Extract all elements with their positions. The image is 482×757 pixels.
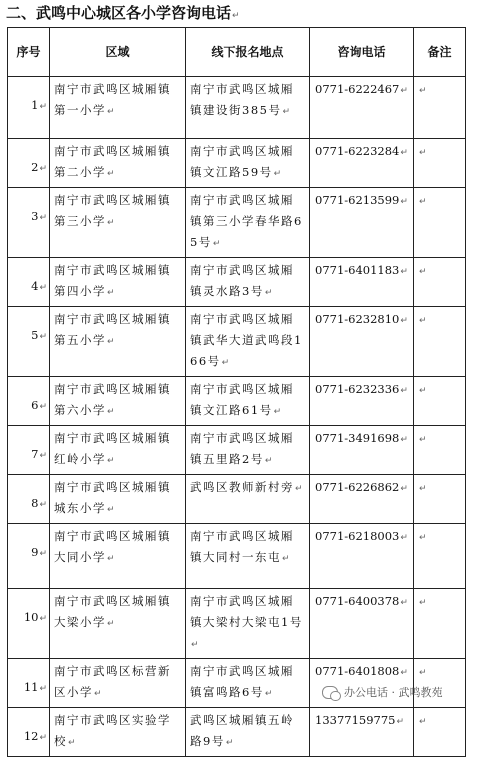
paragraph-mark: ↵ (273, 407, 283, 417)
row-location-text: 南宁市武鸣区城厢镇文江路61号 (190, 382, 294, 417)
row-area (50, 139, 186, 188)
row-area (50, 589, 186, 659)
row-phone-text: 0771-3491698 (315, 431, 400, 445)
row-area (50, 426, 186, 475)
row-num (8, 659, 50, 708)
row-num-text: 1 (31, 98, 39, 112)
row-num (8, 377, 50, 426)
row-num (8, 188, 50, 258)
paragraph-mark: ↵ (400, 267, 408, 277)
row-phone (310, 307, 414, 377)
row-area (50, 708, 186, 757)
paragraph-mark: ↵ (39, 402, 47, 412)
paragraph-mark: ↵ (107, 456, 117, 466)
row-num-text: 7 (31, 447, 39, 461)
row-area-text: 南宁市武鸣区城厢镇大梁小学 (54, 594, 171, 629)
row-phone (310, 708, 414, 757)
row-phone (310, 258, 414, 307)
paragraph-mark: ↵ (419, 717, 429, 727)
row-location (186, 426, 310, 475)
paragraph-mark: ↵ (39, 614, 47, 624)
table-row (8, 139, 466, 188)
header-phone: 咨询电话 (310, 28, 414, 77)
row-area (50, 307, 186, 377)
watermark-text: 办公电话 · 武鸣教苑 (344, 686, 443, 699)
paragraph-mark: ↵ (107, 407, 117, 417)
row-phone-text: 0771-6401808 (315, 664, 400, 678)
row-phone (310, 524, 414, 589)
row-location-text: 武鸣区城厢镇五岭路9号 (190, 713, 294, 748)
header-num: 序号 (8, 28, 50, 77)
paragraph-mark: ↵ (107, 337, 117, 347)
row-area-text: 南宁市武鸣区城厢镇第三小学 (54, 193, 171, 228)
row-note (414, 307, 466, 377)
row-note (414, 139, 466, 188)
table-row (8, 475, 466, 524)
paragraph-mark: ↵ (221, 358, 231, 368)
row-location (186, 475, 310, 524)
paragraph-mark: ↵ (282, 107, 292, 117)
paragraph-mark: ↵ (264, 456, 274, 466)
row-num (8, 307, 50, 377)
row-area-text: 南宁市武鸣区城厢镇第一小学 (54, 82, 171, 117)
paragraph-mark: ↵ (264, 689, 274, 699)
table-header-row (8, 28, 466, 77)
row-location-text: 南宁市武鸣区城厢镇灵水路3号 (190, 263, 294, 298)
row-location (186, 589, 310, 659)
row-location (186, 708, 310, 757)
paragraph-mark: ↵ (400, 435, 408, 445)
paragraph-mark: ↵ (94, 689, 104, 699)
row-area-text: 南宁市武鸣区城厢镇第二小学 (54, 144, 171, 179)
row-num-text: 11 (23, 680, 39, 694)
paragraph-mark: ↵ (419, 598, 429, 608)
row-phone-text: 0771-6400378 (315, 594, 400, 608)
paragraph-mark: ↵ (400, 533, 408, 543)
row-phone (310, 589, 414, 659)
row-location (186, 307, 310, 377)
row-num-text: 2 (31, 160, 39, 174)
paragraph-mark: ↵ (39, 549, 47, 559)
row-num (8, 258, 50, 307)
paragraph-mark: ↵ (419, 668, 429, 678)
row-phone-text: 13377159775 (315, 713, 396, 727)
row-location-text: 南宁市武鸣区城厢镇文江路59号 (190, 144, 294, 179)
row-num-text: 6 (31, 398, 39, 412)
paragraph-mark: ↵ (295, 484, 305, 494)
row-location-text: 南宁市武鸣区城厢镇大梁村大梁屯1号 (190, 594, 303, 629)
paragraph-mark: ↵ (39, 102, 47, 112)
row-note (414, 589, 466, 659)
school-contact-table (7, 27, 466, 757)
row-num (8, 708, 50, 757)
row-area-text: 南宁市武鸣区城厢镇第四小学 (54, 263, 171, 298)
row-location-text: 南宁市武鸣区城厢镇建设街385号 (190, 82, 294, 117)
paragraph-mark: ↵ (400, 197, 408, 207)
row-area (50, 188, 186, 258)
row-location-text: 南宁市武鸣区城厢镇五里路2号 (190, 431, 294, 466)
paragraph-mark: ↵ (68, 738, 78, 748)
row-phone-text: 0771-6232336 (315, 382, 400, 396)
title-text: 二、武鸣中心城区各小学咨询电话 (6, 4, 232, 22)
table-row (8, 524, 466, 589)
wechat-icon (322, 686, 338, 699)
paragraph-mark: ↵ (400, 386, 408, 396)
table-row (8, 426, 466, 475)
row-location (186, 139, 310, 188)
paragraph-mark: ↵ (396, 717, 405, 727)
row-note (414, 77, 466, 139)
paragraph-mark: ↵ (225, 738, 235, 748)
paragraph-mark: ↵ (107, 107, 117, 117)
row-note (414, 708, 466, 757)
paragraph-mark: ↵ (39, 164, 47, 174)
paragraph-mark: ↵ (39, 500, 47, 510)
row-location (186, 524, 310, 589)
paragraph-mark: ↵ (400, 484, 408, 494)
paragraph-mark: ↵ (419, 533, 429, 543)
header-location: 线下报名地点 (186, 28, 310, 77)
row-num (8, 524, 50, 589)
row-num-text: 8 (31, 496, 39, 510)
row-phone-text: 0771-6401183 (315, 263, 400, 277)
watermark (322, 684, 443, 700)
row-area (50, 77, 186, 139)
row-num-text: 9 (31, 545, 39, 559)
row-num-text: 4 (31, 279, 39, 293)
row-phone-text: 0771-6226862 (315, 480, 400, 494)
paragraph-mark: ↵ (419, 86, 429, 96)
paragraph-mark: ↵ (419, 316, 429, 326)
row-location-text: 南宁市武鸣区城厢镇武华大道武鸣段166号 (190, 312, 303, 368)
paragraph-mark: ↵ (39, 283, 47, 293)
paragraph-mark: ↵ (212, 239, 222, 249)
paragraph-mark: ↵ (419, 435, 429, 445)
row-phone-text: 0771-6218003 (315, 529, 400, 543)
row-area (50, 258, 186, 307)
paragraph-mark: ↵ (107, 505, 117, 515)
paragraph-mark: ↵ (107, 554, 117, 564)
row-num-text: 12 (23, 729, 39, 743)
paragraph-mark: ↵ (39, 213, 47, 223)
header-note: 备注 (414, 28, 466, 77)
row-location-text: 武鸣区教师新村旁 (190, 480, 294, 494)
row-location (186, 258, 310, 307)
row-area (50, 475, 186, 524)
paragraph-mark: ↵ (400, 86, 408, 96)
row-phone (310, 377, 414, 426)
row-area-text: 南宁市武鸣区城厢镇红岭小学 (54, 431, 171, 466)
row-location (186, 188, 310, 258)
paragraph-mark: ↵ (107, 218, 117, 228)
row-phone (310, 475, 414, 524)
paragraph-mark: ↵ (282, 554, 292, 564)
paragraph-mark: ↵ (419, 197, 429, 207)
paragraph-mark: ↵ (273, 169, 283, 179)
table-row (8, 307, 466, 377)
row-phone (310, 139, 414, 188)
row-note (414, 426, 466, 475)
paragraph-mark: ↵ (400, 668, 408, 678)
row-note (414, 524, 466, 589)
row-area-text: 南宁市武鸣区城厢镇第六小学 (54, 382, 171, 417)
header-area: 区域 (50, 28, 186, 77)
table-row (8, 659, 466, 708)
paragraph-mark: ↵ (191, 640, 201, 650)
paragraph-mark: ↵ (264, 288, 274, 298)
paragraph-mark: ↵ (39, 451, 47, 461)
paragraph-mark: ↵ (107, 169, 117, 179)
row-num (8, 426, 50, 475)
row-num (8, 589, 50, 659)
row-area (50, 377, 186, 426)
row-location-text: 南宁市武鸣区城厢镇第三小学春华路65号 (190, 193, 303, 249)
row-num (8, 139, 50, 188)
row-phone (310, 426, 414, 475)
row-num-text: 10 (23, 610, 39, 624)
row-num (8, 77, 50, 139)
paragraph-mark: ↵ (400, 598, 408, 608)
row-area-text: 南宁市武鸣区实验学校 (54, 713, 171, 748)
row-num-text: 5 (31, 328, 39, 342)
paragraph-mark: ↵ (419, 484, 429, 494)
row-note (414, 188, 466, 258)
table-row (8, 708, 466, 757)
table-row (8, 188, 466, 258)
paragraph-mark: ↵ (39, 332, 47, 342)
row-phone (310, 188, 414, 258)
paragraph-mark: ↵ (232, 11, 240, 21)
row-location-text: 南宁市武鸣区城厢镇大同村一东屯 (190, 529, 294, 564)
row-phone (310, 659, 414, 708)
paragraph-mark: ↵ (400, 316, 408, 326)
row-area-text: 南宁市武鸣区标营新区小学 (54, 664, 171, 699)
row-location-text: 南宁市武鸣区城厢镇富鸣路6号 (190, 664, 294, 699)
row-location (186, 659, 310, 708)
row-phone-text: 0771-6213599 (315, 193, 400, 207)
row-location (186, 377, 310, 426)
table-body (8, 77, 466, 757)
row-note (414, 258, 466, 307)
row-num-text: 3 (31, 209, 39, 223)
row-area-text: 南宁市武鸣区城厢镇城东小学 (54, 480, 171, 515)
paragraph-mark: ↵ (400, 148, 408, 158)
row-note (414, 475, 466, 524)
paragraph-mark: ↵ (419, 267, 429, 277)
row-area (50, 659, 186, 708)
table-row (8, 258, 466, 307)
row-area-text: 南宁市武鸣区城厢镇大同小学 (54, 529, 171, 564)
row-area-text: 南宁市武鸣区城厢镇第五小学 (54, 312, 171, 347)
row-note (414, 659, 466, 708)
row-phone-text: 0771-6223284 (315, 144, 400, 158)
paragraph-mark: ↵ (107, 619, 117, 629)
table-row (8, 589, 466, 659)
row-num (8, 475, 50, 524)
paragraph-mark: ↵ (419, 386, 429, 396)
row-location (186, 77, 310, 139)
table-row (8, 377, 466, 426)
row-phone (310, 77, 414, 139)
row-area (50, 524, 186, 589)
paragraph-mark: ↵ (39, 733, 47, 743)
paragraph-mark: ↵ (107, 288, 117, 298)
table-row (8, 77, 466, 139)
row-phone-text: 0771-6232810 (315, 312, 400, 326)
document-title (6, 3, 240, 26)
paragraph-mark: ↵ (39, 684, 47, 694)
paragraph-mark: ↵ (419, 148, 429, 158)
row-note (414, 377, 466, 426)
row-phone-text: 0771-6222467 (315, 82, 400, 96)
